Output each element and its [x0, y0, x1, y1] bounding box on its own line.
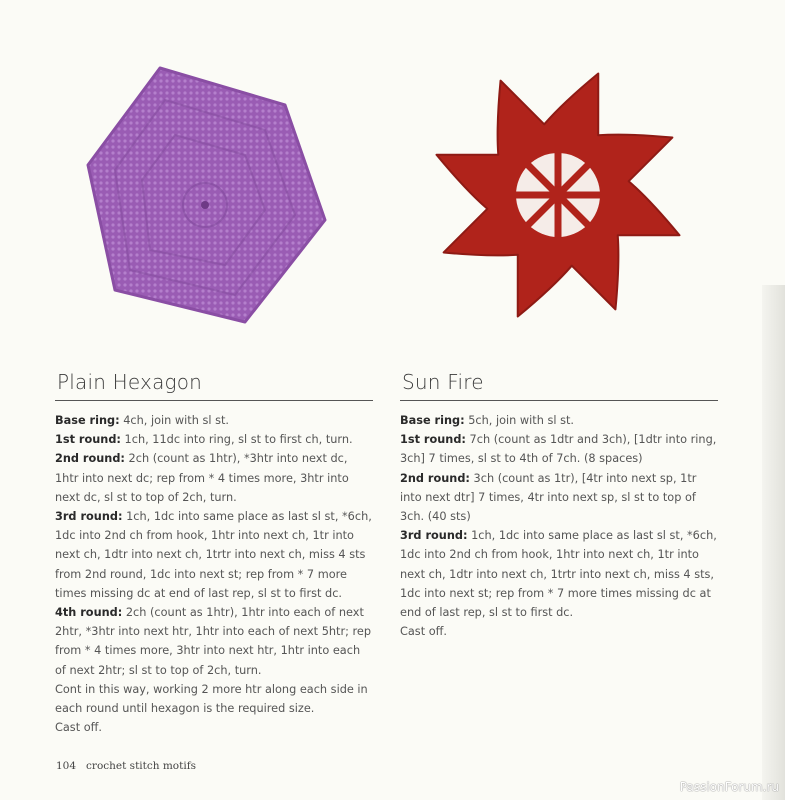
- round-text: 1ch, 1dc into same place as last sl st, *6ch, 1dc into 2nd ch from hook, 1htr into next ch, 1tr into next ch, 1dtr into next ch, 1trtr into next ch, miss 4 sts, 1dc into next st; rep from * 7 more times missing dc at end of last rep, sl st to first dc.: [400, 529, 717, 620]
- sun-fire-section: [400, 370, 718, 641]
- round-label: Base ring:: [400, 414, 465, 427]
- instruction-continue: Cont in this way, working 2 more htr along each side in each round until hexagon is the required size.: [55, 682, 368, 716]
- instruction-round: [55, 603, 373, 680]
- sun-fire-photo: [430, 62, 690, 327]
- round-text: 2ch (count as 1htr), *3htr into next dc, 1htr into next dc; rep from * 4 times more, 3htr into next dc, sl st to top of 2ch, turn.: [55, 452, 349, 504]
- round-text: 5ch, join with sl st.: [464, 414, 575, 427]
- watermark: PassionForum.ru: [679, 780, 779, 794]
- instruction-cast-off: Cast off.: [400, 625, 448, 639]
- round-text: 4ch, join with sl st.: [119, 414, 230, 427]
- instruction-cast-off: Cast off.: [55, 721, 103, 735]
- page-number: 104: [56, 760, 77, 772]
- round-label: 3rd round:: [55, 510, 123, 524]
- round-text: 3ch (count as 1tr), [4tr into next sp, 1tr into next dtr] 7 times, 4tr into next sp, sl st to top of 3ch. (40 sts): [400, 471, 697, 524]
- pattern-instructions: [400, 411, 718, 641]
- round-label: 2nd round:: [55, 452, 125, 466]
- round-text: 1ch, 11dc into ring, sl st to first ch, turn.: [120, 433, 353, 447]
- instruction-round: [400, 526, 718, 622]
- round-label: 2nd round:: [400, 471, 470, 485]
- title-rule: [400, 400, 718, 401]
- round-label: 1st round:: [55, 433, 121, 447]
- round-text: 7ch (count as 1dtr and 3ch), [1dtr into ring, 3ch] 7 times, sl st to 4th of 7ch. (8 spaces): [400, 433, 717, 466]
- plain-hexagon-section: [55, 370, 373, 737]
- instruction-round: [400, 469, 718, 527]
- instruction-round: [55, 507, 373, 603]
- round-text: 2ch (count as 1htr), 1htr into each of next 2htr, *3htr into next htr, 1htr into each of next 5htr; rep from * 4 times more, 3htr into next htr, 1htr into each of next 2htr; sl st to top of 2ch, turn.: [55, 606, 372, 677]
- center-hub: [549, 186, 567, 204]
- pattern-title: Plain Hexagon: [57, 370, 203, 394]
- instruction-round: [400, 411, 718, 430]
- instruction-round: [55, 449, 373, 507]
- title-rule: [55, 400, 373, 401]
- instruction-round: [55, 411, 373, 430]
- round-label: 1st round:: [400, 433, 466, 447]
- section-name: crochet stitch motifs: [86, 760, 196, 772]
- instruction-round: [55, 430, 373, 449]
- round-text: 1ch, 1dc into same place as last sl st, *6ch, 1dc into 2nd ch from hook, 1htr into next ch, 1tr into next ch, 1dtr into next ch, 1trtr into next ch, miss 4 sts from 2nd round, 1dc into next st; rep from * 7 more times missing dc at end of last rep, sl st to first dc.: [55, 510, 372, 600]
- instruction-round: [400, 430, 718, 468]
- round-label: 3rd round:: [400, 529, 468, 543]
- page-footer: [56, 760, 206, 772]
- pattern-instructions: [55, 411, 373, 737]
- plain-hexagon-photo: [80, 60, 335, 330]
- pattern-title: Sun Fire: [402, 370, 484, 394]
- page-edge-shadow: [762, 285, 785, 800]
- round-label: 4th round:: [55, 606, 123, 620]
- round-label: Base ring:: [55, 414, 120, 427]
